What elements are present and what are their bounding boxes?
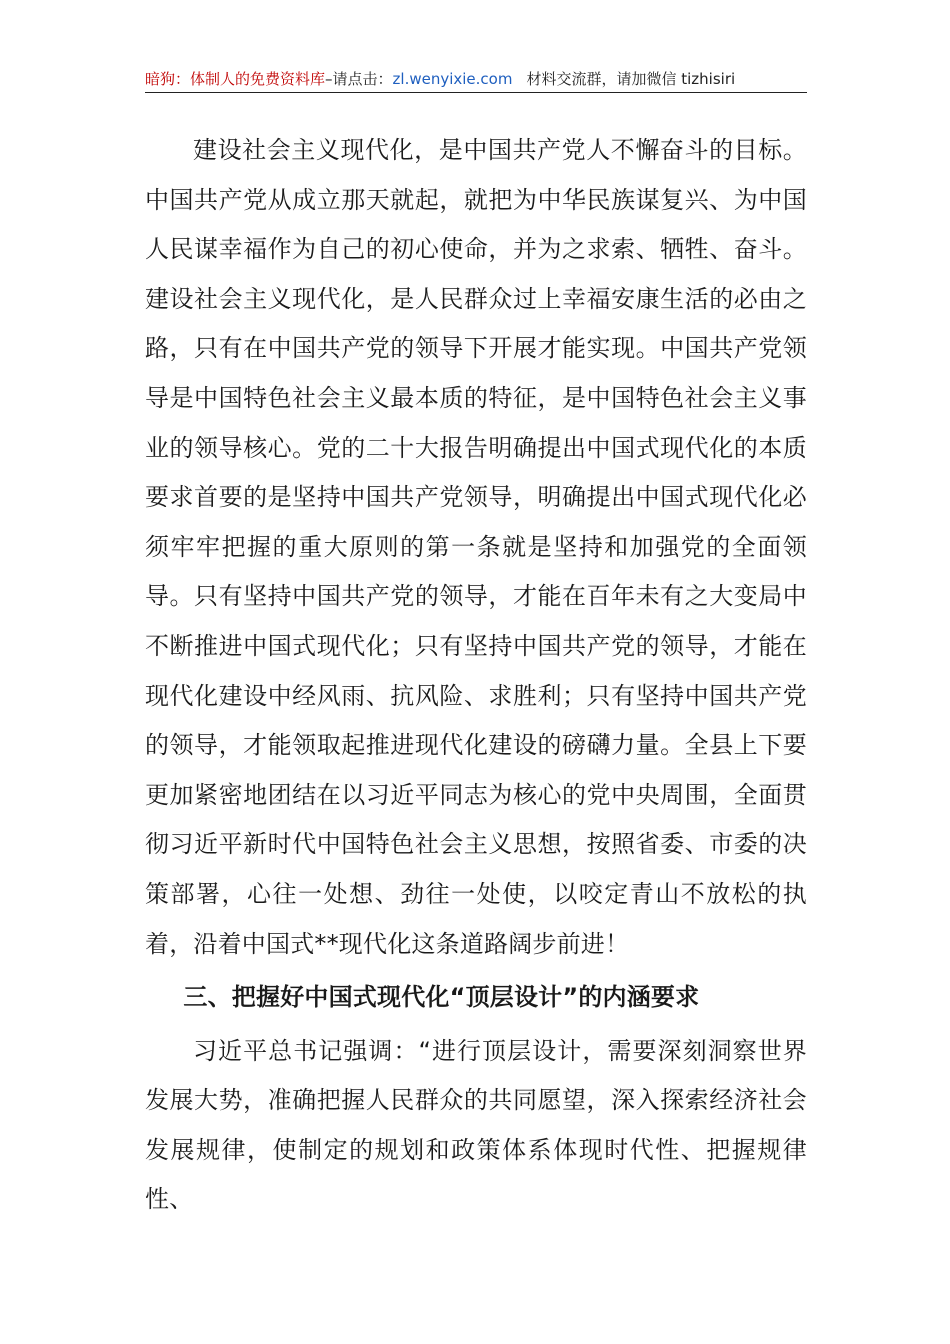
document-body (145, 126, 807, 1225)
section-heading: 三、把握好中国式现代化“顶层设计”的内涵要求 (183, 983, 700, 1012)
header-contact: 材料交流群，请加微信 tizhisiri (526, 70, 736, 88)
page-header (145, 66, 807, 93)
header-site-link[interactable]: zl.wenyixie.com (392, 70, 513, 88)
header-click-prompt: –请点击： (325, 70, 393, 88)
header-brand[interactable]: 暗狗：体制人的免费资料库 (145, 70, 326, 88)
body-paragraph-2: 习近平总书记强调：“进行顶层设计，需要深刻洞察世界发展大势，准确把握人民群众的共同愿望，深入探索经济社会发展规律，使制定的规划和政策体系体现时代性、把握规律性、 (145, 1036, 807, 1214)
body-paragraph-1: 建设社会主义现代化，是中国共产党人不懈奋斗的目标。中国共产党从成立那天就起，就把为中华民族谋复兴、为中国人民谋幸福作为自己的初心使命，并为之求索、牺牲、奋斗。建设社会主义现代化，是人民群众过上幸福安康生活的必由之路，只有在中国共产党的领导下开展才能实现。中国共产党领导是中国特色社会主义最本质的特征，是中国特色社会主义事业的领导核心。党的二十大报告明确提出中国式现代化的本质要求首要的是坚持中国共产党领导，明确提出中国式现代化必须牢牢把握的重大原则的第一条就是坚持和加强党的全面领导。只有坚持中国共产党的领导，才能在百年未有之大变局中不断推进中国式现代化；只有坚持中国共产党的领导，才能在现代化建设中经风雨、抗风险、求胜利；只有坚持中国共产党的领导，才能领取起推进现代化建设的磅礴力量。全县上下要更加紧密地团结在以习近平同志为核心的党中央周围，全面贯彻习近平新时代中国特色社会主义思想，按照省委、市委的决策部署，心往一处想、劲往一处使，以咬定青山不放松的执着，沿着中国式**现代化这条道路阔步前进！ (145, 136, 807, 958)
